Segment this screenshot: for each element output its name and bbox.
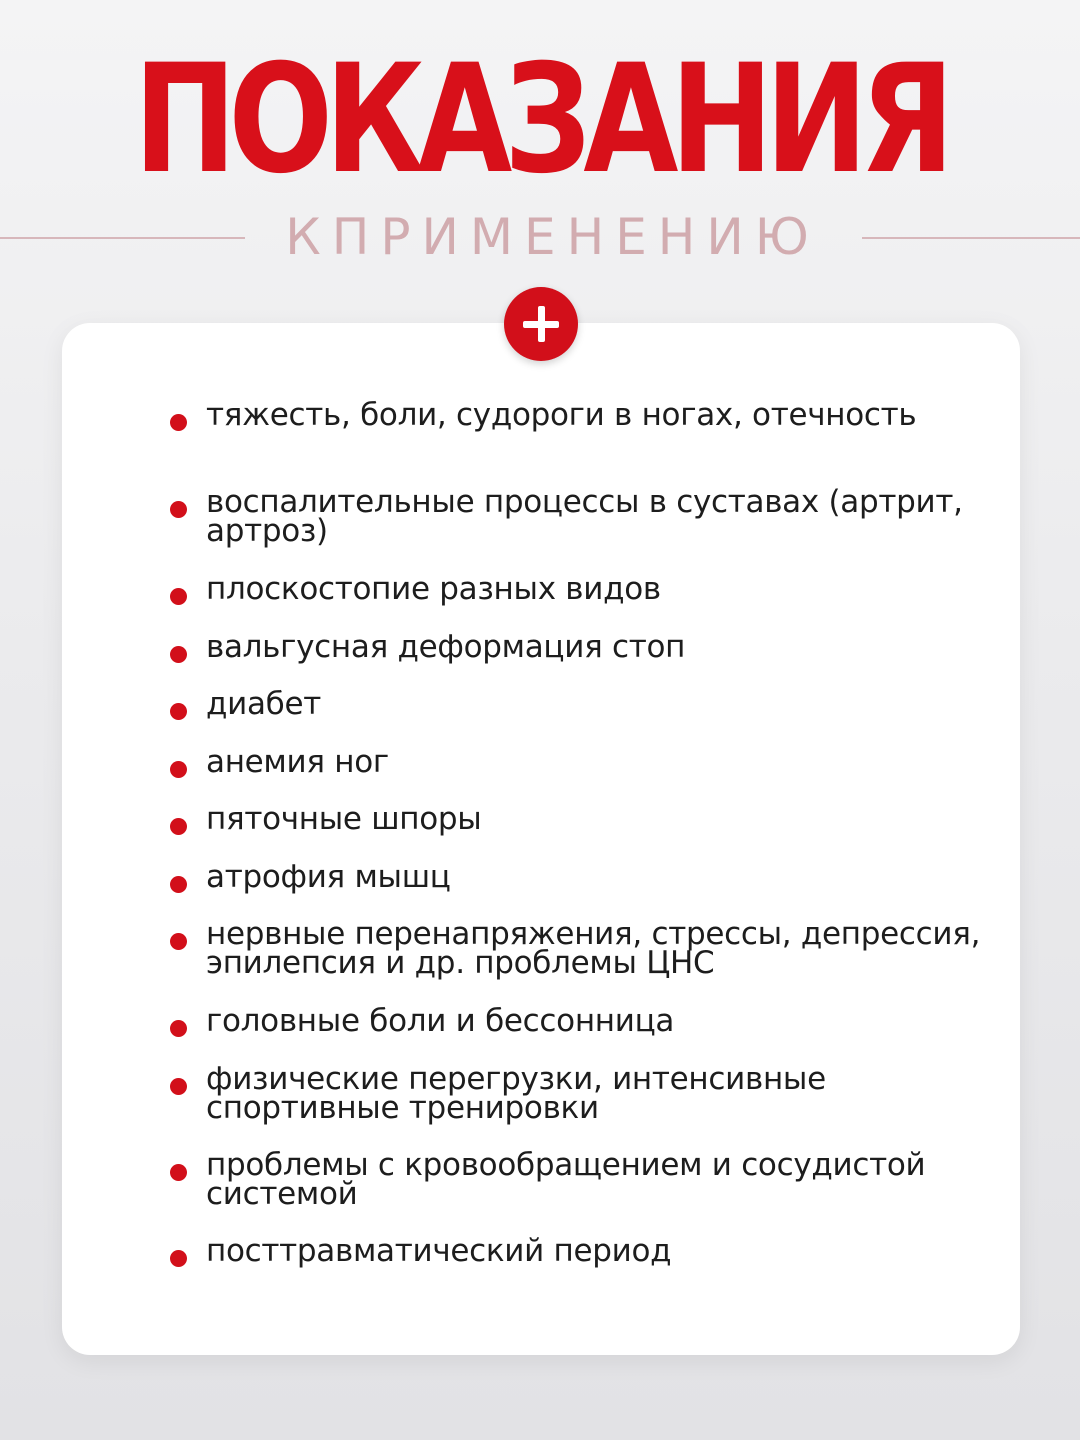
list-item-text: плоскостопие разных видов bbox=[206, 571, 661, 607]
list-item-text: физические перегрузки, интенсивные спортивные тренировки bbox=[206, 1061, 826, 1126]
list-item-text: анемия ног bbox=[206, 744, 389, 780]
bullet-dot bbox=[170, 501, 187, 518]
plus-icon bbox=[504, 287, 578, 361]
list-item-text: проблемы с кровообращением и сосудистой системой bbox=[206, 1147, 926, 1212]
list-item-text: пяточные шпоры bbox=[206, 801, 482, 837]
bullet-dot bbox=[170, 876, 187, 893]
bullet-dot bbox=[170, 818, 187, 835]
bullet-dot bbox=[170, 933, 187, 950]
bullet-dot bbox=[170, 1078, 187, 1095]
list-item-text: атрофия мышц bbox=[206, 859, 451, 895]
bullet-dot bbox=[170, 588, 187, 605]
bullet-dot bbox=[170, 414, 187, 431]
page-subtitle: КПРИМЕНЕНИЮ bbox=[285, 208, 820, 266]
bullet-dot bbox=[170, 703, 187, 720]
list-item-text: воспалительные процессы в суставах (артрит, артроз) bbox=[206, 484, 963, 549]
list-item-text: диабет bbox=[206, 686, 322, 722]
list-item-text: вальгусная деформация стоп bbox=[206, 629, 686, 665]
list-item-text: тяжесть, боли, судороги в ногах, отечность bbox=[206, 397, 917, 433]
bullet-dot bbox=[170, 1020, 187, 1037]
plus-icon-vertical-bar bbox=[538, 306, 545, 342]
list-item-text: нервные перенапряжения, стрессы, депрессия, эпилепсия и др. проблемы ЦНС bbox=[206, 916, 981, 981]
bullet-dot bbox=[170, 761, 187, 778]
page-title: ПОКАЗАНИЯ bbox=[133, 33, 947, 207]
list-item-text: посттравматический период bbox=[206, 1233, 672, 1269]
list-item-text: головные боли и бессонница bbox=[206, 1003, 675, 1039]
bullet-dot bbox=[170, 646, 187, 663]
bullet-dot bbox=[170, 1250, 187, 1267]
bullet-dot bbox=[170, 1164, 187, 1181]
